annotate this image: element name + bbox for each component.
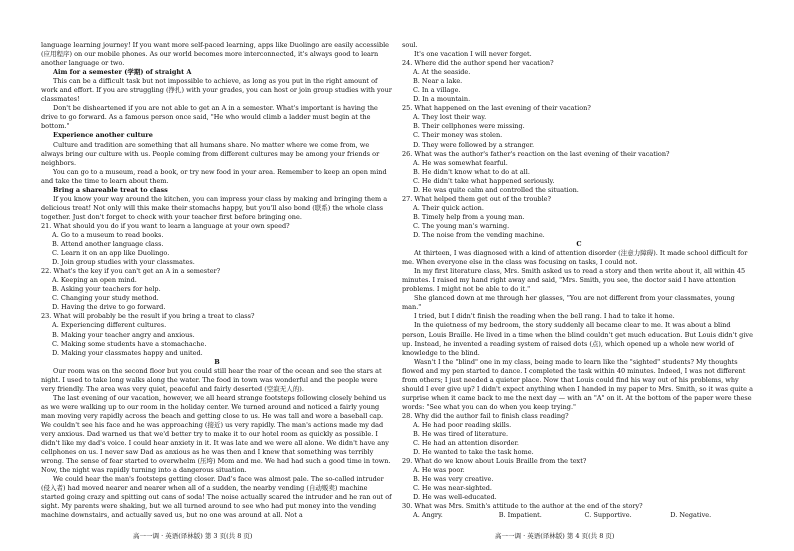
paragraph: This can be a difficult task but not impossible to achieve, as long as you put in the right amount of work and effort. If you are struggling (挣扎) with your grades, you can host or join group studies with your classmates! — [41, 77, 392, 104]
answer-option: C. In a village. — [413, 86, 461, 95]
answer-option: B. Their cellphones were missing. — [413, 122, 525, 131]
answer-option: A. They lost their way. — [413, 113, 487, 122]
answer-option: A. He was poor. — [413, 466, 465, 475]
answer-option: C. Supportive. — [584, 511, 632, 520]
answer-option: A. Angry. — [413, 511, 443, 520]
paragraph: 29. What do we know about Louis Braille from the text? — [402, 457, 587, 466]
paragraph: We could hear the man's footsteps getting closer. Dad's face was almost pale. The so-called intruder (侵入者) had moved nearer and nearer when all of a sudden, the nearby vending (自动贩卖) machine started going crazy and spitting out cans of soda! The noise actually scared the intruder and he ran out of sight. My parents were shaking, but we all turned around to see who had put money into the vending machine downstairs, and actually saved us, but no one was around at all. Not a — [41, 475, 392, 520]
answer-option: B. He didn't know what to do at all. — [413, 167, 530, 176]
answer-option: D. Having the drive to go forward. — [52, 303, 166, 312]
paragraph: 22. What's the key if you can't get an A in a semester? — [41, 267, 221, 276]
paragraph: Our room was on the second floor but you could still hear the roar of the ocean and see the stars at night. I used to take long walks along the water. The food in town was wonderful and the people were very friendly. The area was very quiet, peaceful and fairly deserted (空寂无人的). — [41, 366, 382, 393]
answer-option: D. They were followed by a stranger. — [413, 140, 535, 149]
answer-option: A. Keeping an open mind. — [52, 276, 137, 285]
paragraph: 24. Where did the author spend her vacation? — [402, 59, 554, 68]
answer-option: B. Making your teacher angry and anxious. — [52, 330, 195, 339]
paragraph: 28. Why did the author fail to finish class reading? — [402, 411, 569, 420]
answer-option: B. Asking your teachers for help. — [52, 285, 161, 294]
answer-option: A. He had poor reading skills. — [413, 420, 512, 429]
paragraph: Don't be disheartened if you are not able to get an A in a semester. What's important is having the drive to go forward. As a famous person once said, "He who would climb a ladder must begin at the bottom." — [41, 104, 378, 131]
answer-option: A. Experiencing different cultures. — [52, 321, 167, 330]
answer-option: B. Near a lake. — [413, 77, 463, 86]
paragraph: I tried, but I didn't finish the reading when the bell rang. I had to take it home. — [414, 312, 675, 321]
paragraph: The last evening of our vacation, however, we all heard strange footsteps following closely behind us as we were walking up to our room in the holiday center. We turned around and noticed a fairly young man moving very rapidly across the beach and getting close to us. He was tall and wore a baseball cap. We couldn't see his face and he was approaching (接近) us very rapidly. The man's actions made my dad very anxious. Dad warned us that we'd better try to make it to our hotel room as quickly as possible. I didn't like my dad's voice. I could hear anxiety in it. It was late and we were all alone. We didn't have any cellphones on us. I never saw Dad as anxious as he was then and I knew that something was terribly wrong. The sense of fear started to overwhelm (压垮) Mom and me. We had had such a good time in town. Now, the night was rapidly turning into a dangerous situation. — [41, 393, 391, 475]
answer-option: C. Making some students have a stomachache. — [52, 339, 207, 348]
answer-option: A. Their quick action. — [413, 203, 484, 212]
footer-page-3: 高一一调 · 英语(译林版) 第 3 页(共 8 页) — [133, 532, 253, 540]
section-heading: Aim for a semester (学期) of straight A — [53, 68, 192, 77]
paragraph: You can go to a museum, read a book, or try new food in your area. Remember to keep an open mind and take the time to learn about them. — [41, 167, 387, 185]
paragraph: 26. What was the author's father's reaction on the last evening of their vacation? — [402, 149, 670, 158]
answer-option: C. The young man's warning. — [413, 221, 510, 230]
answer-option: D. He was quite calm and controlled the situation. — [413, 185, 579, 194]
answer-option: B. Timely help from a young man. — [413, 212, 525, 221]
paragraph: If you know your way around the kitchen, you can impress your class by making and bringing them a delicious treat! Not only will this make their stomachs happy, but you'll also bond (联系) the whole class together. Just don't forget to check with your teacher first before bringing one. — [41, 194, 388, 221]
answer-option: D. He wanted to take the task home. — [413, 448, 534, 457]
answer-option: D. In a mountain. — [413, 95, 471, 104]
paragraph: 30. What was Mrs. Smith's attitude to the author at the end of the story? — [402, 502, 643, 511]
paragraph: She glanced down at me through her glasses, "You are not different from your classmates, young man." — [402, 294, 735, 312]
answer-option: A. He was somewhat fearful. — [413, 158, 508, 167]
paragraph: 23. What will probably be the result if you bring a treat to class? — [41, 312, 255, 321]
paragraph: language learning journey! If you want more self-paced learning, apps like Duolingo are easily accessible (应用程序) on our mobile phones. As our world becomes more interconnected, it's always good to learn another language or two. — [41, 41, 390, 68]
paragraph: At thirteen, I was diagnosed with a kind of attention disorder (注意力障碍). It made school difficult for me. When everyone else in the class was focusing on tasks, I could not. — [402, 249, 748, 267]
answer-option: C. Changing your study method. — [52, 294, 159, 303]
answer-option: C. Their money was stolen. — [413, 131, 503, 140]
section-heading: Bring a shareable treat to class — [53, 185, 168, 194]
paragraph: In the quietness of my bedroom, the story suddenly all became clear to me. It was about a blind person, Louis Braille. He lived in a time when the blind couldn't get much education. But Louis didn't give up. Instead, he invented a reading system of raised dots (点), which opened up a whole new world of knowledge to the blind. — [402, 321, 753, 357]
answer-option: D. The noise from the vending machine. — [413, 230, 545, 239]
paragraph: In my first literature class, Mrs. Smith asked us to read a story and then write about it, all within 45 minutes. I raised my hand right away and said, "Mrs. Smith, you see, the doctor said I have attention problems. I might not be able to do it." — [402, 267, 746, 294]
answer-option: A. At the seaside. — [413, 68, 471, 77]
answer-option: A. Go to a museum to read books. — [52, 230, 164, 239]
paragraph: Culture and tradition are something that all humans share. No matter where we come from, we always bring our culture with us. People coming from different cultures may be among your friends or neighbors. — [41, 140, 380, 167]
answer-option: D. Making your classmates happy and united. — [52, 348, 203, 357]
paragraph: 25. What happened on the last evening of their vacation? — [402, 104, 591, 113]
answer-option: C. Learn it on an app like Duolingo. — [52, 249, 170, 258]
answer-option: D. Negative. — [670, 511, 712, 520]
section-heading: Experience another culture — [53, 131, 153, 140]
section-letter: C — [576, 240, 582, 249]
paragraph: It's one vacation I will never forget. — [414, 50, 532, 59]
answer-option: B. Impatient. — [498, 511, 542, 520]
paragraph: Wasn't I the "blind" one in my class, being made to learn like the "sighted" students? My thoughts flowed and my pen started to dance. I completed the task within 40 minutes. Indeed, I was not different from others; I just needed a quieter place. Now that Louis could find his way out of his problems, why should I ever give up? I didn't expect anything when I handed in my paper to Mrs. Smith, so it was quite a surprise when it came back to me the next day — with an "A" on it. At the bottom of the paper were these words: "See what you can do when you keep trying." — [402, 357, 753, 411]
right-column — [402, 41, 756, 533]
paragraph: 27. What helped them get out of the trouble? — [402, 194, 551, 203]
answer-option: D. He was well-educated. — [413, 493, 497, 502]
paragraph: 21. What should you do if you want to learn a language at your own speed? — [41, 221, 290, 230]
section-letter: B — [214, 357, 220, 366]
answer-option: D. Join group studies with your classmates. — [52, 258, 195, 267]
footer-page-4: 高一一调 · 英语(译林版) 第 4 页(共 8 页) — [495, 532, 615, 540]
answer-option: B. He was tired of literature. — [413, 430, 509, 439]
answer-option: C. He didn't take what happened seriously. — [413, 176, 555, 185]
answer-option: B. He was very creative. — [413, 475, 494, 484]
answer-option: B. Attend another language class. — [52, 240, 164, 249]
answer-option: C. He had an attention disorder. — [413, 439, 519, 448]
answer-option: C. He was near-sighted. — [413, 484, 492, 493]
paragraph: soul. — [402, 41, 418, 49]
left-column — [41, 41, 393, 533]
answer-options-row — [402, 511, 756, 520]
